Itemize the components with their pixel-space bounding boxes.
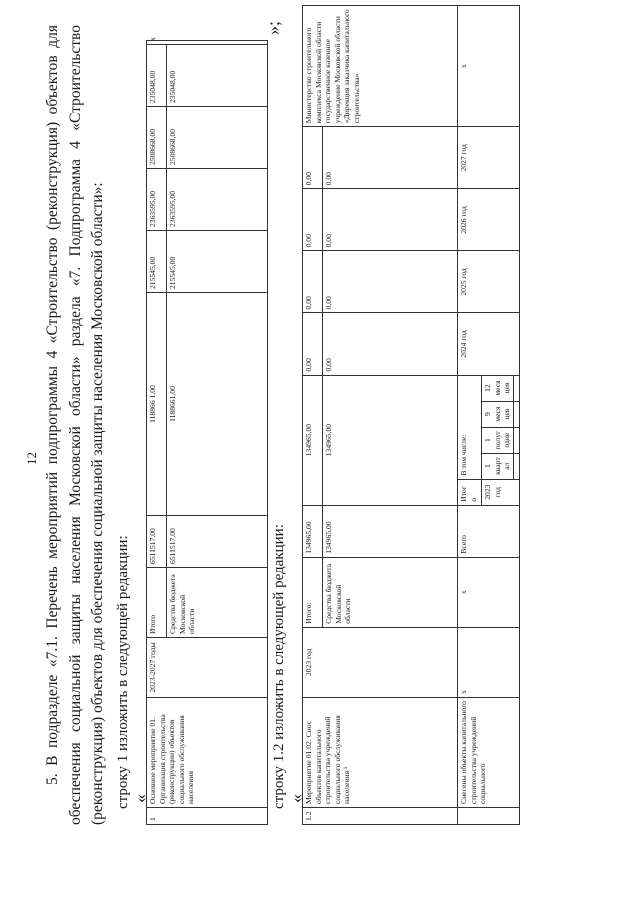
t2-resp: Министерство строительного комплекса Московской области государственное казенное учреждение Московской области «Дирекция заказчика капитального строительства» [303, 6, 458, 127]
t1-y2024-2: 215545,00 [167, 231, 268, 293]
t2-sub-q4: 12 месяцев [482, 375, 514, 401]
open-quote-2: « [286, 794, 306, 803]
t1-period: 2023-2027 годы [147, 638, 268, 698]
t2-src-budget: Средства бюджета Московской области [323, 557, 458, 627]
t2-sub-empty-4 [513, 375, 519, 401]
t1-src-budget: Средства бюджета Московской области [167, 568, 268, 638]
row1-label: строку 1 изложить в следующей редакции: [115, 535, 131, 809]
t2-sub-y2026: 2026 год [458, 189, 520, 251]
t2-sub-resp: х [458, 6, 520, 127]
t1-y2025-1: 2363595,00 [147, 169, 167, 231]
intro-paragraph [42, 25, 110, 825]
t2-sub-y2024: 2024 год [458, 313, 520, 375]
t2-sub-empty-1 [513, 453, 519, 479]
t2-src-total: Итого: [303, 557, 323, 627]
close-quote-1: »; [263, 20, 283, 35]
t2-sub-q2: 1 полугодие [482, 427, 514, 453]
t2-y2027-1: 0,00 [303, 127, 323, 189]
t2-sub-itogo: Итого [458, 479, 482, 505]
t2-y2023-1: 134965,00 [303, 375, 323, 505]
t2-period: 2023 год [303, 627, 458, 697]
t2-y2024-2: 0,00 [323, 313, 458, 375]
t2-y2027-2: 0,00 [323, 127, 458, 189]
t1-y2023-1: 118866 1,00 [147, 293, 167, 516]
t1-total-1: 6511517,00 [147, 516, 167, 568]
t1-resp: х [147, 41, 268, 45]
t2-sub-vtom: В том числе: [458, 375, 482, 479]
t1-y2027-2: 235048,00 [167, 45, 268, 107]
t2-sub-empty-3 [513, 401, 519, 427]
t2-y2025-1: 0,00 [303, 251, 323, 313]
t2-sub-name: Снесены объекты капитального строительства учреждений социального [458, 697, 520, 807]
t2-y2026-1: 0,00 [303, 189, 323, 251]
t1-num: 1 [147, 808, 268, 825]
t1-y2026-2: 2508668,00 [167, 107, 268, 169]
t1-name: Основное мероприятие 01. Организация строительства (реконструкции) объектов социального обслуживания населения [147, 698, 268, 808]
t1-src-total: Итого [147, 568, 167, 638]
t2-sub-y2027: 2027 год [458, 127, 520, 189]
t2-y2025-2: 0,00 [323, 251, 458, 313]
t2-y2023-2: 134965,00 [323, 375, 458, 505]
t1-y2026-1: 2508668,00 [147, 107, 167, 169]
t2-total-1: 134965,00 [303, 505, 323, 557]
t2-sub-x2: х [458, 557, 520, 627]
t1-y2027-1: 235048,00 [147, 45, 167, 107]
t2-sub-q1: 1 квартал [482, 453, 514, 479]
open-quote-1: « [130, 794, 150, 803]
t2-y2026-2: 0,00 [323, 189, 458, 251]
intro-text: 5. В подразделе «7.1. Перечень мероприятий подпрограммы 4 «Строительство (реконструкция) объектов для обеспечения социальной защиты населения Московской области» раздела «7. Подпрограмма 4 «Строительство (реконструкция) объектов для обеспечения социальной защиты населения Московской области»: [44, 25, 106, 825]
t2-sub-y2025: 2025 год [458, 251, 520, 313]
table-row-1-2 [302, 5, 520, 825]
t2-y2024-1: 0,00 [303, 313, 323, 375]
page-number: 12 [24, 452, 39, 465]
t1-y2023-2: 1188661,00 [167, 293, 268, 516]
t2-num: 1.2 [303, 807, 458, 824]
t2-name: Мероприятие 01.02. Снос объектов капитального строительства учреждений социального обслуживания населения ¹ [303, 697, 458, 807]
t2-sub-total: Всего [458, 505, 520, 557]
t1-total-2: 6511517,00 [167, 516, 268, 568]
row12-label: строку 1.2 изложить в следующей редакции: [271, 524, 287, 809]
t1-y2024-1: 215545,00 [147, 231, 167, 293]
t2-sub-2023: 2023 год [482, 479, 520, 505]
table-row-1 [146, 37, 268, 825]
t2-sub-num [458, 807, 520, 824]
t2-sub-empty-2 [513, 427, 519, 453]
t1-y2025-2: 2363595,00 [167, 169, 268, 231]
t2-sub-x1: х [458, 627, 520, 697]
t2-total-2: 134965,00 [323, 505, 458, 557]
t2-sub-q3: 9 месяцев [482, 401, 514, 427]
